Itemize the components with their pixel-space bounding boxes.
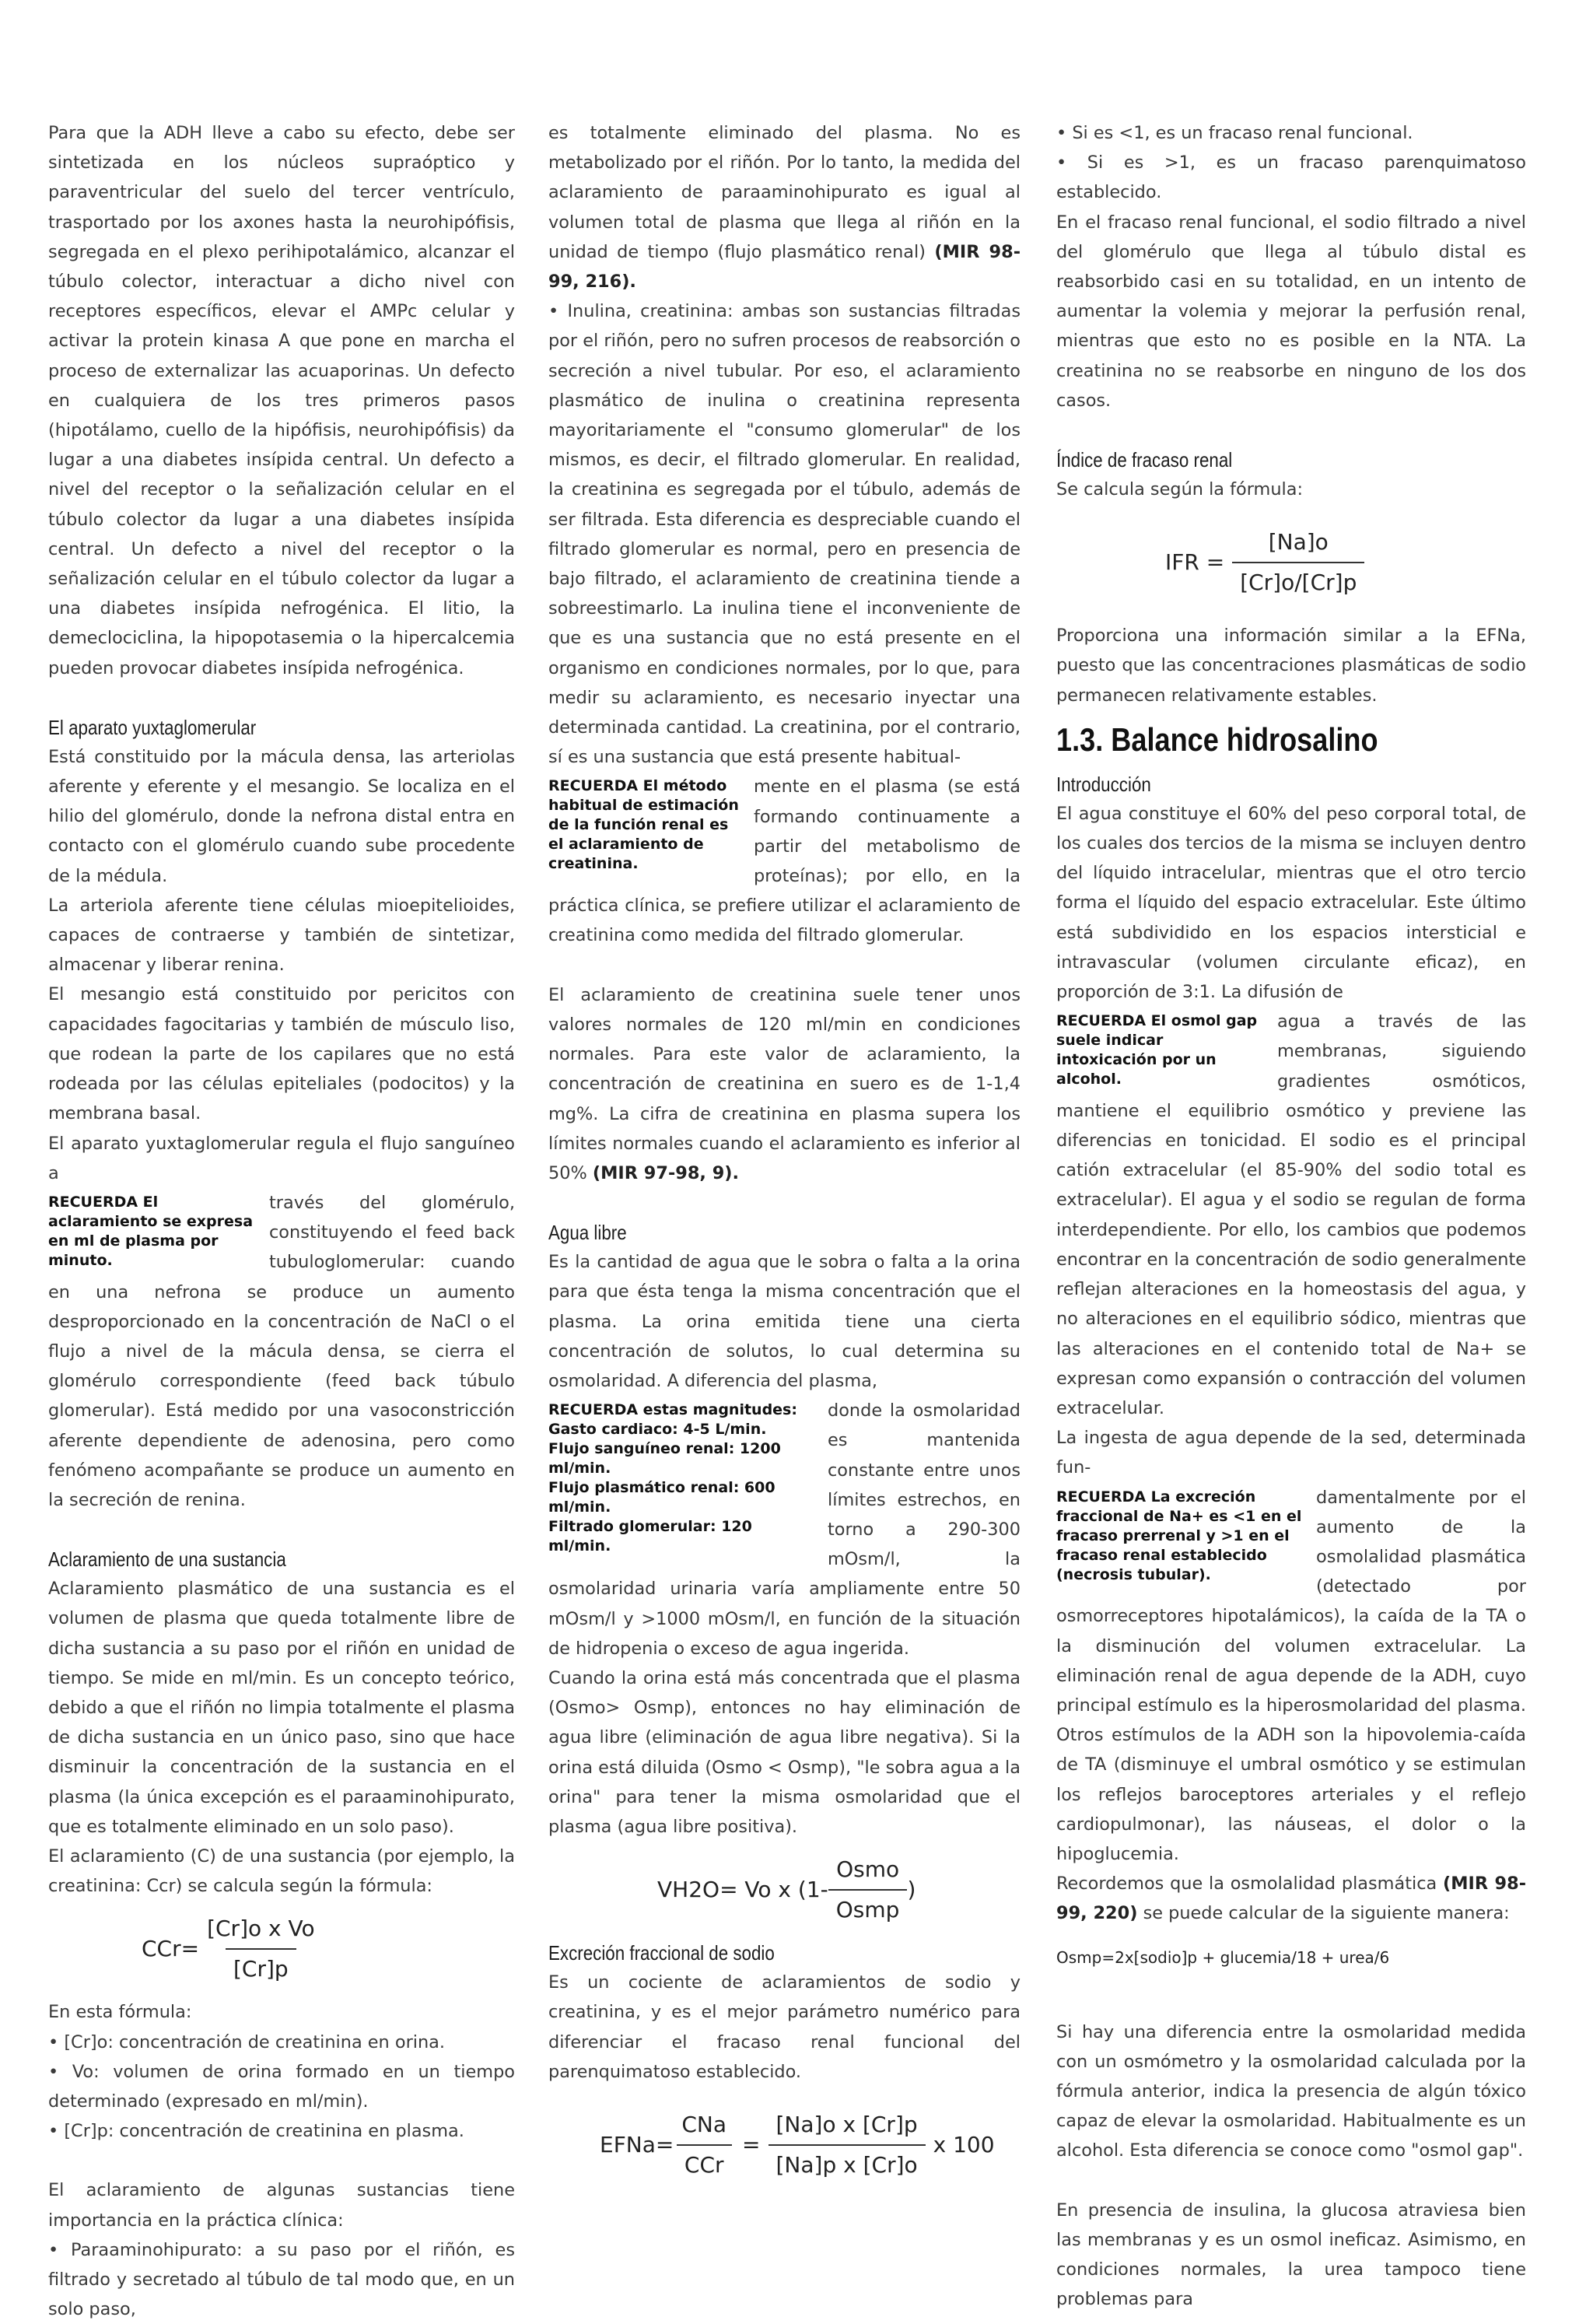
paragraph: En esta fórmula: <box>48 2002 192 2023</box>
recuerda-line: Flujo plasmático renal: 600 ml/min. <box>548 1479 775 1516</box>
recuerda-box: RECUERDA La excreción fraccional de Na+ es <1 en el fracaso prerrenal y >1 en el fracaso renal establecido (necrosis tubular). <box>1056 1488 1302 1583</box>
fraction <box>674 2110 734 2180</box>
paragraph: La arteriola aferente tiene células mioepitelioides, capaces de contraerse y también de sintetizar, almacenar y liberar renina. <box>48 895 515 976</box>
denominator: [Na]p x [Cr]o <box>768 2144 926 2180</box>
section-heading-efna: Excreción fraccional de sodio <box>548 1941 775 1965</box>
denominator: Osmp <box>828 1889 908 1925</box>
recuerda-box: RECUERDA El aclaramiento se expresa en ml de plasma por minuto. <box>48 1193 254 1269</box>
numerator: [Na]o <box>1268 529 1329 556</box>
paragraph: donde la osmolaridad es mantenida constante entre unos límites estrechos, en torno a 290-300 mOsm/l, la osmolaridad urinaria varía ampliamente entre 50 mOsm/l y >1000 mOsm/l, en función de la situación de hidropenia o exceso de agua ingerida. <box>548 1400 1021 1659</box>
paragraph: través del glomérulo, constituyendo el feed back tubuloglomerular: cuando en una nefrona se produce un aumento desproporcionado en la concentración de NaCl o el flujo a nivel de la mácula densa, se cierra el glomérulo correspondiente (feed back túbulo glomerular). Está medido por una vasoconstricción aferente dependiente de adenosina, pero como fenómeno acompañante se produce un aumento en la secreción de renina. <box>48 1192 515 1510</box>
numerator: [Na]o x [Cr]p <box>775 2111 918 2137</box>
paragraph: agua a través de las membranas, siguiendo gradientes osmóticos, mantiene el equilibrio osmótico y previene las diferencias en tonicidad. El sodio es el principal catión extracelular (el 85-90% del sodio total es extracelular). El agua y el sodio se regulan de forma interdependiente. Por ello, los cambios que podemos encontrar en la concentración de sodio generalmente reflejan alteraciones en la homeostasis del agua, y no alteraciones en el equilibrio sódico, mientras que las alteraciones en el contenido total de Na+ se expresan como expansión o contracción del volumen extracelular. <box>1056 1011 1526 1418</box>
paragraph: El aclaramiento de algunas sustancias tiene importancia en la práctica clínica: <box>48 2180 515 2231</box>
paragraph: El aclaramiento (C) de una sustancia (por ejemplo, la creatinina: Ccr) se calcula según la fórmula: <box>48 1846 515 1897</box>
formula-efna <box>548 2087 1021 2203</box>
formula-lhs: EFNa= <box>600 2131 674 2157</box>
formula-lhs: CCr= <box>142 1936 200 1962</box>
column-2 <box>548 118 1021 2203</box>
list-item: • Vo: volumen de orina formado en un tiempo determinado (expresado en ml/min). <box>48 2061 515 2112</box>
numerator: [Cr]o x Vo <box>207 1916 315 1942</box>
formula-rhs: x 100 <box>933 2131 995 2157</box>
chapter-heading: 1.3. Balance hidrosalino <box>1056 720 1378 758</box>
denominator: [Cr]o/[Cr]p <box>1232 562 1364 598</box>
numerator: CNa <box>681 2111 727 2137</box>
denominator: CCr <box>677 2144 732 2180</box>
paragraph: mente en el plasma (se está formando continuamente a partir del metabolismo de proteínas); por ello, en la práctica clínica, se prefiere utilizar el aclaramiento de creatinina como medida del filtrado glomerular. <box>548 776 1021 946</box>
recuerda-box: RECUERDA El osmol gap suele indicar intoxicación por un alcohol. <box>1056 1012 1258 1088</box>
fraction <box>768 2110 926 2180</box>
formula-osmolalidad: Osmp=2x[sodio]p + glucemia/18 + urea/6 <box>1056 1948 1390 1968</box>
paragraph: Es la cantidad de agua que le sobra o falta a la orina para que ésta tenga la misma concentración que el plasma. La orina emitida tiene una cierta concentración de solutos, lo cual determina su osmolaridad. A diferencia del plasma, <box>548 1252 1021 1391</box>
column-3 <box>1056 118 1526 2314</box>
formula-aclaramiento <box>48 1901 515 1997</box>
denominator: [Cr]p <box>226 1948 296 1984</box>
paragraph-text: El aclaramiento de creatinina suele tener unos valores normales de 120 ml/min en condiciones normales. Para este valor de aclaramiento, la concentración de creatinina en suero es de 1-1,4 mg%. La cifra de creatinina en plasma supera los límites normales cuando el aclaramiento es inferior al 50% <box>548 984 1021 1183</box>
recuerda-box <box>548 1400 817 1556</box>
section-heading-ifr: Índice de fracaso renal <box>1056 448 1233 472</box>
formula-rhs: ) <box>907 1877 916 1903</box>
paragraph: Cuando la orina está más concentrada que el plasma (Osmo> Osmp), entonces no hay eliminación de agua libre (eliminación de agua libre negativa). Si la orina está diluida (Osmo < Osmp), "le sobra agua a la orina" para tener la misma osmolaridad que el plasma (agua libre positiva). <box>548 1667 1021 1837</box>
paragraph <box>548 118 1021 296</box>
paragraph-text: se puede calcular de la siguiente manera: <box>1143 1903 1510 1924</box>
recuerda-line: Gasto cardiaco: 4-5 L/min. <box>548 1421 767 1439</box>
list-item: • [Cr]p: concentración de creatinina en plasma. <box>48 2121 464 2142</box>
section-heading-agua-libre: Agua libre <box>548 1221 627 1245</box>
list-item: • Paraaminohipurato: a su paso por el riñón, es filtrado y secretado al túbulo de tal modo que, en un solo paso, <box>48 2239 515 2320</box>
column-1 <box>48 118 515 2324</box>
recuerda-box: RECUERDA El método habitual de estimación de la función renal es el aclaramiento de creatinina. <box>548 777 739 873</box>
paragraph: Proporciona una información similar a la EFNa, puesto que las concentraciones plasmáticas de sodio permanecen relativamente estables. <box>1056 626 1526 706</box>
paragraph-text: Recordemos que la osmolalidad plasmática <box>1056 1874 1437 1895</box>
list-item: • [Cr]o: concentración de creatinina en orina. <box>48 2031 446 2052</box>
list-item: • Si es <1, es un fracaso renal funcional. <box>1056 123 1413 143</box>
paragraph: Aclaramiento plasmático de una sustancia es el volumen de plasma que queda totalmente libre de dicha sustancia a su paso por el riñón en unidad de tiempo. Se mide en ml/min. Es un concepto teórico, debido a que el riñón no limpia totalmente el plasma de dicha sustancia en un único paso, sino que hace disminuir la concentración de la sustancia en el plasma (la única excepción es el paraaminohipurato, que es totalmente eliminado en un solo paso). <box>48 1579 515 1837</box>
recuerda-line: Filtrado glomerular: 120 ml/min. <box>548 1518 752 1555</box>
paragraph: En el fracaso renal funcional, el sodio filtrado a nivel del glomérulo que llega al túbulo distal es reabsorbido casi en su totalidad, en un intento de aumentar la volemia y mejorar la perfusión renal, mientras que esto no es posible en la NTA. La creatinina no se reabsorbe en ninguno de los dos casos. <box>1056 212 1526 411</box>
section-heading-aclaramiento: Aclaramiento de una sustancia <box>48 1548 286 1572</box>
formula-ifr <box>1056 504 1526 621</box>
mir-reference: (MIR 97-98, 9). <box>592 1162 740 1183</box>
fraction <box>199 1914 323 1984</box>
equals: = <box>742 2131 761 2157</box>
numerator: Osmo <box>836 1856 900 1882</box>
paragraph: La ingesta de agua depende de la sed, determinada fun- <box>1056 1428 1526 1478</box>
paragraph: damentalmente por el aumento de la osmolalidad plasmática (detectado por osmorreceptores hipotalámicos), la caída de la TA o la disminución del volumen extracelular. La eliminación renal de agua depende de la ADH, cuyo principal estímulo es la hiperosmolaridad del plasma. Otros estímulos de la ADH son la hipovolemia-caída de TA (disminuye el umbral osmótico y se estimulan los reflejos baroceptores arteriales y el reflejo cardiopulmonar), las náuseas, el dolor o la hipoglucemia. <box>1056 1487 1526 1864</box>
paragraph: El agua constituye el 60% del peso corporal total, de los cuales dos tercios de la misma se incluyen dentro del líquido intracelular, mientras que el otro tercio forma el líquido del espacio extracelular. Este último está subdividido en los espacios intersticial e intravascular (volumen circulante eficaz), en proporción de 3:1. La difusión de <box>1056 803 1526 1003</box>
mir-reference: (MIR 98-99, 216). <box>548 241 1021 293</box>
paragraph <box>548 980 1021 1188</box>
section-heading-yuxtaglomerular: El aparato yuxtaglomerular <box>48 715 257 739</box>
fraction <box>1232 528 1364 598</box>
paragraph: Si hay una diferencia entre la osmolaridad medida con un osmómetro y la osmolaridad calculada por la fórmula anterior, indica la presencia de algún tóxico capaz de elevar la osmolaridad. Habitualmente es un alcohol. Esta diferencia se conoce como "osmol gap". <box>1056 2021 1526 2161</box>
paragraph: El aparato yuxtaglomerular regula el flujo sanguíneo a <box>48 1133 515 1183</box>
mir-reference: (MIR 98-99, 220) <box>1056 1874 1526 1924</box>
paragraph: Se calcula según la fórmula: <box>1056 479 1304 500</box>
formula-agua-libre <box>548 1842 1021 1938</box>
paragraph: En presencia de insulina, la glucosa atraviesa bien las membranas y es un osmol ineficaz. Asimismo, en condiciones normales, la urea tampoco tiene problemas para <box>1056 2200 1526 2310</box>
paragraph: Es un cociente de aclaramientos de sodio y creatinina, y es el mejor parámetro numérico para diferenciar el fracaso renal funcional del parenquimatoso establecido. <box>548 1972 1021 2082</box>
section-heading-introduccion: Introducción <box>1056 772 1151 796</box>
recuerda-line: Flujo sanguíneo renal: 1200 ml/min. <box>548 1440 781 1477</box>
paragraph-text: es totalmente eliminado del plasma. No es metabolizado por el riñón. Por lo tanto, la medida del aclaramiento de paraaminohipurato es igual al volumen total de plasma que llega al riñón en la unidad de tiempo (flujo plasmático renal) <box>548 123 1021 262</box>
paragraph: • Inulina, creatinina: ambas son sustancias filtradas por el riñón, pero no sufren procesos de reabsorción o secreción a nivel tubular. Por eso, el aclaramiento plasmático de inulina o creatinina representa mayoritariamente el "consumo glomerular" de los mismos, es decir, el filtrado glomerular. En realidad, la creatinina es segregada por el túbulo, además de ser filtrada. Esta diferencia es despreciable cuando el filtrado glomerular es normal, pero en presencia de bajo filtrado, el aclaramiento de creatinina tiende a sobreestimarlo. La inulina tiene el inconveniente de que es una sustancia que no está presente en el organismo en condiciones normales, por lo que, para medir su aclaramiento, es necesario inyectar una determinada cantidad. La creatinina, por el contrario, sí es una sustancia que está presente habitual- <box>548 301 1021 768</box>
paragraph: Está constituido por la mácula densa, las arteriolas aferente y eferente y el mesangio. Se localiza en el hilio del glomérulo, donde la nefrona distal entra en contacto con el glomérulo cuando sube procedente de la médula. <box>48 746 515 886</box>
paragraph <box>1056 1869 1526 1928</box>
paragraph-adh: Para que la ADH lleve a cabo su efecto, debe ser sintetizada en los núcleos supraóptico y paraventricular del suelo del tercer ventrículo, trasportado por los axones hasta la neurohipófisis, segregada en el plexo perihipotalámico, alcanzar el túbulo colector, interactuar a dicho nivel con receptores específicos, elevar el AMPc celular y activar la protein kinasa A que pone en marcha el proceso de externalizar las acuaporinas. Un defecto en cualquiera de los tres primeros pasos (hipotálamo, cuello de la hipófisis, neurohipófisis) da lugar a una diabetes insípida central. Un defecto a nivel del receptor o la señalización celular en el túbulo colector da lugar a una diabetes insípida central. Un defecto a nivel del receptor o la señalización celular en el túbulo colector da lugar a una diabetes insípida nefrogénica. El litio, la demeclociclina, la hipopotasemia o la hipercalcemia pueden provocar diabetes insípida nefrogénica. <box>48 123 515 678</box>
formula-lhs: IFR = <box>1165 549 1225 576</box>
list-item: • Si es >1, es un fracaso parenquimatoso establecido. <box>1056 152 1526 203</box>
formula-lhs: VH2O= Vo x (1- <box>657 1877 828 1903</box>
paragraph: El mesangio está constituido por pericitos con capacidades fagocitarias y también de músculo liso, que rodean la parte de los capilares que no está rodeada por las células epiteliales (podocitos) y la membrana basal. <box>48 984 515 1124</box>
recuerda-title: RECUERDA estas magnitudes: <box>548 1401 797 1419</box>
fraction <box>828 1855 908 1925</box>
